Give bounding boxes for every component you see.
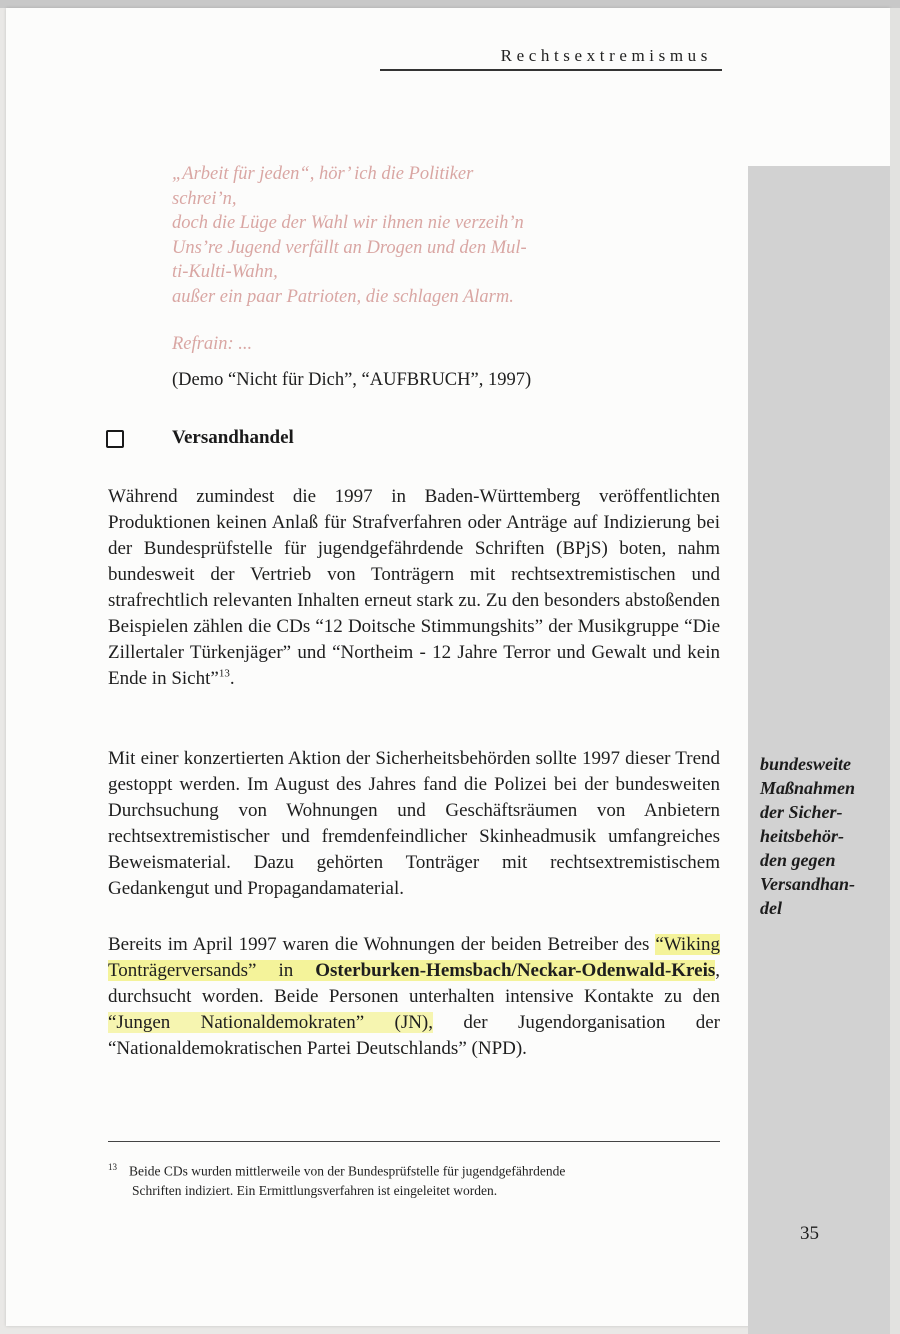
margin-note-line: der Sicher- — [760, 802, 843, 822]
song-lyrics-quote — [172, 162, 672, 357]
lyrics-refrain: Refrain: ... — [172, 334, 253, 354]
margin-note-line: den gegen — [760, 850, 836, 870]
paragraph-text: Bereits im April 1997 waren die Wohnungen der beiden Betreiber des — [108, 934, 656, 955]
footnote — [108, 1158, 728, 1200]
paragraph-text: der Jugendorganisation der “Nationaldemokratischen Partei Deutschlands” (NPD). — [108, 1012, 720, 1059]
lyrics-citation: (Demo “Nicht für Dich”, “AUFBRUCH”, 1997) — [172, 370, 532, 390]
footnote-text: Schriften indiziert. Ein Ermittlungsverfahren ist eingeleitet worden. — [132, 1182, 498, 1198]
lyrics-line: schrei’n, — [172, 188, 237, 209]
lyrics-line: Uns’re Jugend verfällt an Drogen und den Mul- — [172, 237, 527, 258]
header-rule — [380, 69, 722, 71]
highlighted-place-name: Osterburken-Hemsbach/Neckar-Odenwald-Kreis — [315, 960, 716, 981]
paragraph-end: . — [229, 668, 235, 689]
footnote-number: 13 — [108, 1162, 117, 1172]
footnote-text: Beide CDs wurden mittlerweile von der Bundesprüfstelle für jugendgefährdende — [129, 1163, 566, 1179]
paragraph-text: Während zumindest die 1997 in Baden-Württemberg veröffentlichten Produktionen keinen Anlaß für Strafverfahren oder Anträge auf Indizierung bei der Bundesprüfstelle für jugendgefährdende Schriften (BPjS) boten, nahm bundesweit der Vertrieb von Tonträgern mit rechtsextremistischen und strafrechtlich relevanten Inhalten erneut stark zu. Zu den besonders abstoßenden Beispielen zählen die CDs “12 Doitsche Stimmungshits” der Musikgruppe “Die Zillertaler Türkenjäger” und “Northeim - 12 Jahre Terror und Gewalt und kein Ende in Sicht” — [108, 486, 720, 689]
highlighted-text: “Wiking Tonträgerversands” in — [108, 934, 720, 981]
page-number: 35 — [800, 1223, 819, 1244]
body-paragraph-1 — [108, 484, 720, 692]
margin-note-line: Maßnahmen — [760, 778, 856, 798]
section-heading: Versandhandel — [172, 427, 294, 448]
body-paragraph-2: Mit einer konzertierten Aktion der Sicherheitsbehörden sollte 1997 dieser Trend gestoppt werden. Im August des Jahres fand die Polizei bei der bundesweiten Durchsuchung von Wohnungen und Geschäftsräumen von Anbietern rechtsextremistischer und fremdenfeindlicher Skinheadmusik umfangreiches Beweismaterial. Dazu gehörten Tonträger mit rechtsextremistischem Gedankengut und Propagandamaterial. — [108, 748, 720, 899]
paragraph-text: , durchsucht worden. Beide Personen unterhalten intensive Kontakte zu den — [108, 960, 720, 1007]
margin-note-line: bundesweite — [760, 754, 852, 774]
margin-note-line: heitsbehör- — [760, 826, 845, 846]
section-checkbox-icon — [106, 430, 124, 448]
running-head: Rechtsextremismus — [500, 46, 712, 65]
margin-note — [760, 752, 884, 920]
footnote-reference[interactable]: 13 — [218, 667, 230, 680]
lyrics-line: außer ein paar Patrioten, die schlagen Alarm. — [172, 286, 514, 307]
lyrics-line: ti-Kulti-Wahn, — [172, 262, 278, 282]
margin-note-line: del — [760, 898, 782, 918]
page-right-edge — [890, 8, 900, 1334]
lyrics-line: doch die Lüge der Wahl wir ihnen nie verzeih’n — [172, 213, 524, 233]
lyrics-line: „Arbeit für jeden“, hör’ ich die Politiker — [172, 164, 474, 184]
margin-note-line: Versandhan- — [760, 874, 856, 894]
highlighted-organization: “Jungen Nationaldemokraten” (JN), — [108, 1012, 434, 1033]
body-paragraph-3 — [108, 932, 720, 1062]
page-top-edge — [0, 0, 900, 8]
footnote-rule — [108, 1141, 720, 1142]
margin-sidebar — [748, 166, 890, 1334]
